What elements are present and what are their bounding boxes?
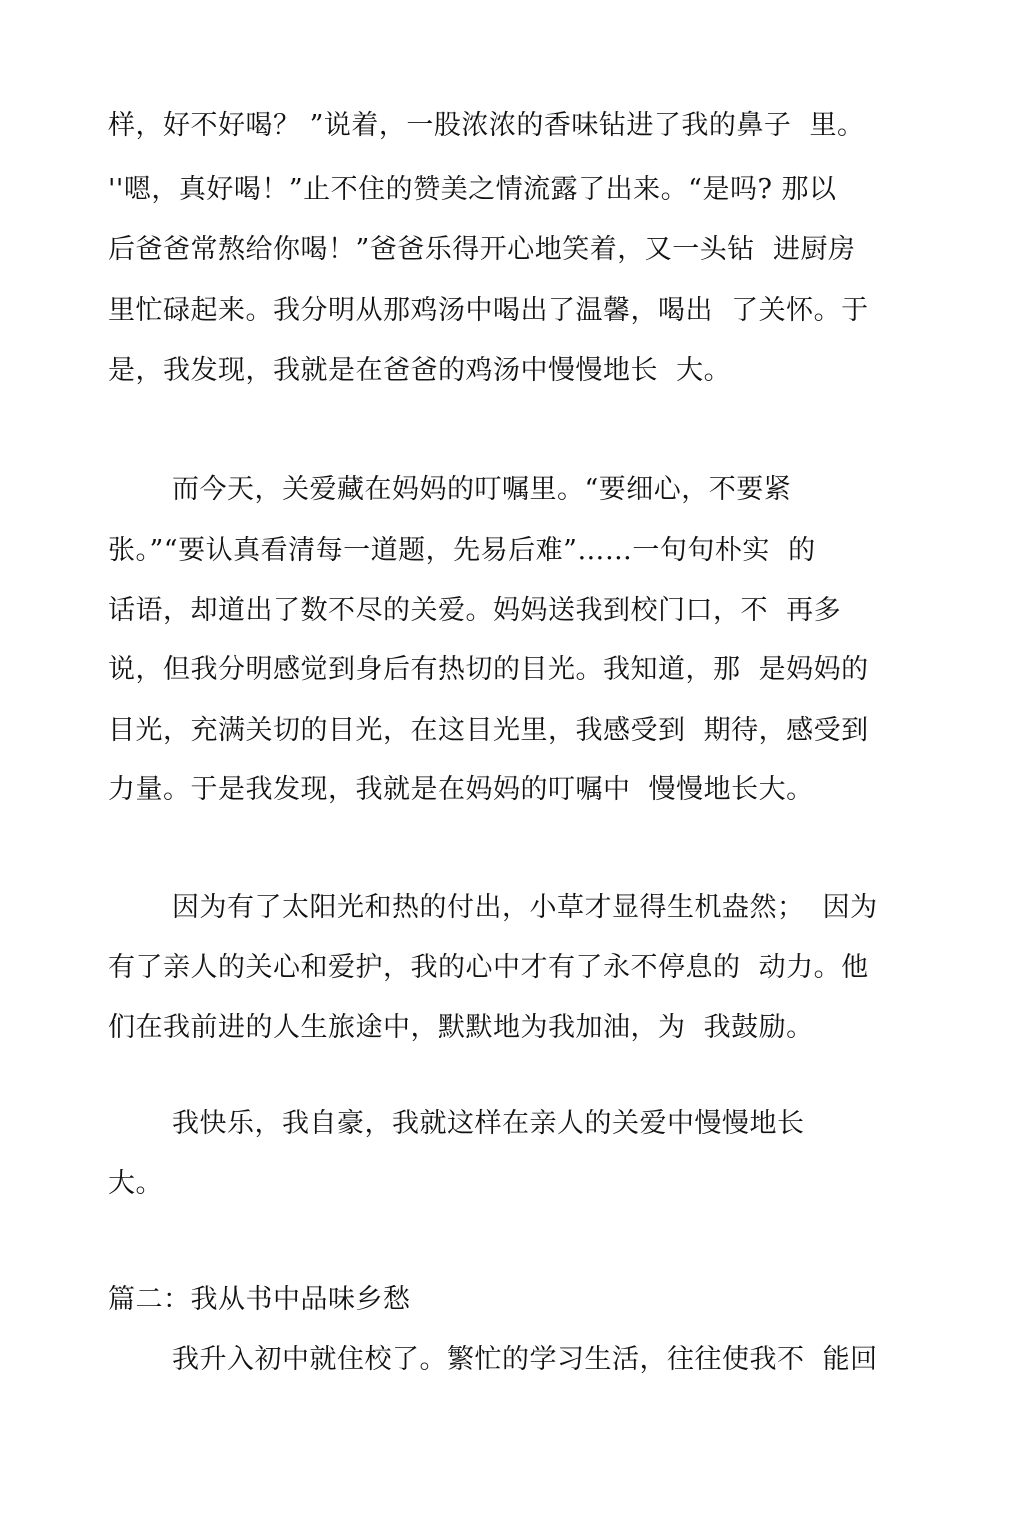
text-line: 里忙碌起来。我分明从那鸡汤中喝出了温馨，喝出 了关怀。于 <box>108 295 869 326</box>
text-line: 样，好不好喝？ ”说着，一股浓浓的香味钻进了我的鼻子 里。 <box>108 110 865 141</box>
paragraph-start-line: 我快乐，我自豪，我就这样在亲人的关爱中慢慢地长 <box>172 1108 805 1139</box>
text-line: 是，我发现，我就是在爸爸的鸡汤中慢慢地长 大。 <box>108 355 732 386</box>
text-line: 目光，充满关切的目光，在这目光里，我感受到 期待，感受到 <box>108 715 869 746</box>
text-line: 大。 <box>108 1168 163 1199</box>
text-line: 们在我前进的人生旅途中，默默地为我加油，为 我鼓励。 <box>108 1012 814 1043</box>
section-heading: 篇二：我从书中品味乡愁 <box>108 1284 411 1315</box>
paragraph-start-line: 因为有了太阳光和热的付出，小草才显得生机盎然； 因为 <box>172 892 878 923</box>
text-line: 说，但我分明感觉到身后有热切的目光。我知道，那 是妈妈的 <box>108 654 869 685</box>
text-line: 力量。于是我发现，我就是在妈妈的叮嘱中 慢慢地长大。 <box>108 774 814 805</box>
text-line: ''嗯，真好喝！”止不住的赞美之情流露了出来。“是吗? 那以 <box>108 174 837 205</box>
text-line: 后爸爸常熬给你喝！”爸爸乐得开心地笑着，又一头钻 进厨房 <box>108 234 856 265</box>
text-line: 张。”“要认真看清每一道题，先易后难”……一句句朴实 的 <box>108 535 816 566</box>
paragraph-start-line: 而今天，关爱藏在妈妈的叮嘱里。“要细心，不要紧 <box>172 474 792 505</box>
paragraph-start-line: 我升入初中就住校了。繁忙的学习生活，往往使我不 能回 <box>172 1344 878 1375</box>
text-line: 有了亲人的关心和爱护，我的心中才有了永不停息的 动力。他 <box>108 952 869 983</box>
text-line: 话语，却道出了数不尽的关爱。妈妈送我到校门口，不 再多 <box>108 595 842 626</box>
